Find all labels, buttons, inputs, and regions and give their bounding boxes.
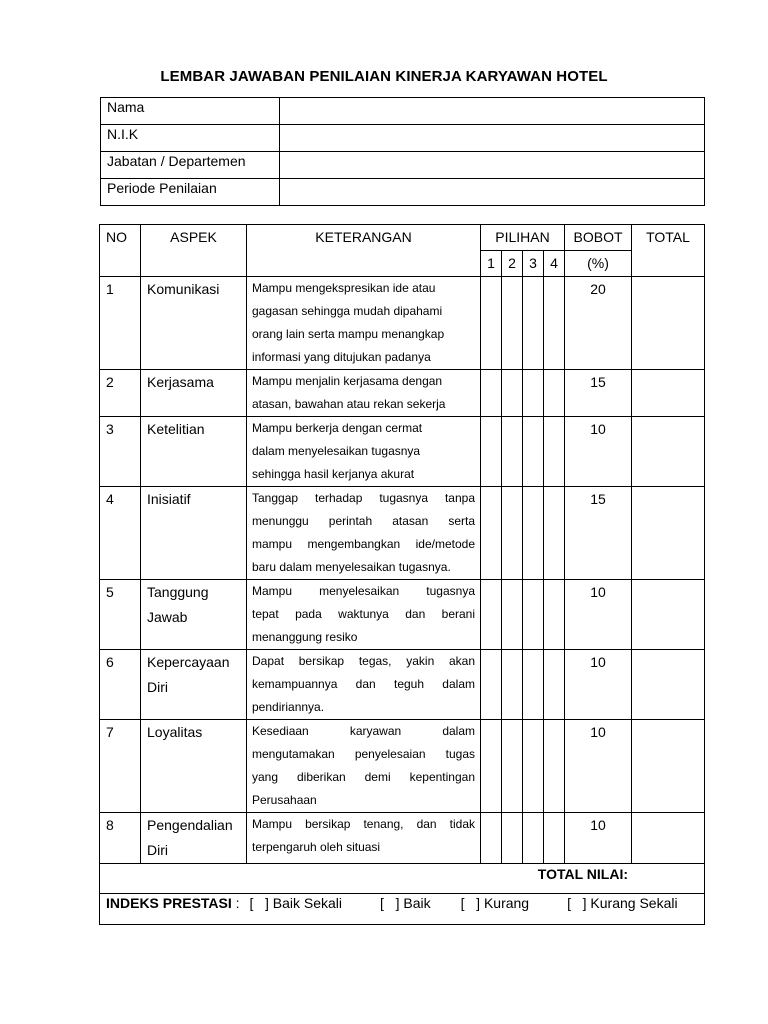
option-cell-4[interactable]	[544, 417, 565, 487]
identity-label: N.I.K	[101, 125, 280, 152]
row-number: 7	[100, 720, 141, 813]
aspek-line: Inisiatif	[147, 491, 191, 507]
row-number: 3	[100, 417, 141, 487]
row-bobot: 10	[565, 650, 632, 720]
row-bobot: 10	[565, 813, 632, 864]
header-bobot: BOBOT	[565, 225, 632, 251]
row-aspek	[141, 813, 247, 864]
row-keterangan	[247, 720, 481, 813]
row-number: 4	[100, 487, 141, 580]
option-header-3: 3	[523, 251, 544, 277]
option-cell-2[interactable]	[502, 720, 523, 813]
row-aspek	[141, 650, 247, 720]
table-row	[100, 487, 705, 580]
header-no: NO	[100, 225, 141, 277]
keterangan-line: terpengaruh oleh situasi	[252, 840, 381, 854]
table-row	[100, 370, 705, 417]
keterangan-line: Tanggap terhadap tugasnya tanpa	[252, 491, 475, 505]
identity-value-field[interactable]	[280, 152, 705, 179]
option-cell-2[interactable]	[502, 370, 523, 417]
keterangan-line: baru dalam menyelesaikan tugasnya.	[252, 560, 451, 574]
keterangan-line: gagasan sehingga mudah dipahami	[252, 304, 443, 318]
keterangan-line: atasan, bawahan atau rekan sekerja	[252, 397, 446, 411]
row-bobot: 15	[565, 487, 632, 580]
header-total: TOTAL	[632, 225, 705, 277]
option-cell-1[interactable]	[481, 277, 502, 370]
row-aspek	[141, 370, 247, 417]
aspek-line: Pengendalian	[147, 817, 233, 833]
option-header-2: 2	[502, 251, 523, 277]
option-cell-1[interactable]	[481, 580, 502, 650]
keterangan-line: kemampuannya dan teguh dalam	[252, 677, 475, 691]
row-bobot: 10	[565, 720, 632, 813]
row-keterangan	[247, 813, 481, 864]
option-cell-3[interactable]	[523, 650, 544, 720]
keterangan-line: Dapat bersikap tegas, yakin akan	[252, 654, 475, 668]
keterangan-line: orang lain serta mampu menangkap	[252, 327, 445, 341]
identity-row	[101, 98, 705, 125]
table-row	[100, 720, 705, 813]
row-bobot: 20	[565, 277, 632, 370]
option-cell-2[interactable]	[502, 277, 523, 370]
keterangan-line: menunggu perintah atasan serta	[252, 514, 475, 528]
identity-value-field[interactable]	[280, 98, 705, 125]
aspek-line: Komunikasi	[147, 281, 220, 297]
page-title: LEMBAR JAWABAN PENILAIAN KINERJA KARYAWAN HOTEL	[160, 68, 608, 85]
table-row	[100, 277, 705, 370]
keterangan-line: sehingga hasil kerjanya akurat	[252, 467, 415, 481]
total-row	[100, 864, 705, 894]
identity-value-field[interactable]	[280, 179, 705, 206]
option-cell-3[interactable]	[523, 813, 544, 864]
option-cell-1[interactable]	[481, 370, 502, 417]
option-cell-2[interactable]	[502, 580, 523, 650]
option-cell-4[interactable]	[544, 370, 565, 417]
identity-value-field[interactable]	[280, 125, 705, 152]
row-number: 5	[100, 580, 141, 650]
option-cell-4[interactable]	[544, 813, 565, 864]
option-cell-3[interactable]	[523, 487, 544, 580]
row-keterangan	[247, 487, 481, 580]
table-row	[100, 580, 705, 650]
row-number: 6	[100, 650, 141, 720]
row-number: 1	[100, 277, 141, 370]
row-aspek	[141, 580, 247, 650]
aspek-line: Jawab	[147, 609, 188, 625]
aspek-line: Ketelitian	[147, 421, 205, 437]
row-number: 8	[100, 813, 141, 864]
keterangan-line: Mampu berkerja dengan cermat	[252, 421, 423, 435]
index-option-checkbox[interactable]: [ ] Baik Sekali	[249, 895, 343, 911]
option-cell-2[interactable]	[502, 650, 523, 720]
row-bobot: 10	[565, 417, 632, 487]
keterangan-line: Mampu menyelesaikan tugasnya	[252, 584, 475, 598]
keterangan-line: yang diberikan demi kepentingan	[252, 770, 475, 784]
identity-row	[101, 179, 705, 206]
option-cell-3[interactable]	[523, 370, 544, 417]
identity-table	[100, 97, 705, 206]
option-header-4: 4	[544, 251, 565, 277]
keterangan-line: dalam menyelesaikan tugasnya	[252, 444, 421, 458]
aspek-line: Tanggung	[147, 584, 209, 600]
option-cell-2[interactable]	[502, 487, 523, 580]
row-total-cell[interactable]	[632, 813, 705, 864]
identity-label: Jabatan / Departemen	[101, 152, 280, 179]
header-row	[100, 225, 705, 251]
row-bobot: 15	[565, 370, 632, 417]
row-total-cell[interactable]	[632, 650, 705, 720]
table-row	[100, 650, 705, 720]
row-aspek	[141, 487, 247, 580]
row-keterangan	[247, 417, 481, 487]
option-cell-3[interactable]	[523, 580, 544, 650]
assessment-table	[99, 224, 705, 925]
row-keterangan	[247, 277, 481, 370]
option-cell-4[interactable]	[544, 580, 565, 650]
keterangan-line: Mampu bersikap tenang, dan tidak	[252, 817, 475, 831]
row-total-cell[interactable]	[632, 417, 705, 487]
row-keterangan	[247, 580, 481, 650]
row-total-cell[interactable]	[632, 370, 705, 417]
index-option-checkbox[interactable]: [ ] Baik	[380, 895, 431, 911]
option-cell-4[interactable]	[544, 277, 565, 370]
identity-row	[101, 152, 705, 179]
option-cell-1[interactable]	[481, 813, 502, 864]
row-keterangan	[247, 650, 481, 720]
index-row	[100, 894, 705, 925]
keterangan-line: mengutamakan penyelesaian tugas	[252, 747, 475, 761]
row-bobot: 10	[565, 580, 632, 650]
aspek-line: Kerjasama	[147, 374, 214, 390]
option-cell-3[interactable]	[523, 720, 544, 813]
row-total-cell[interactable]	[632, 580, 705, 650]
row-aspek	[141, 720, 247, 813]
header-keterangan: KETERANGAN	[247, 225, 481, 277]
option-cell-4[interactable]	[544, 720, 565, 813]
keterangan-line: Mampu menjalin kerjasama dengan	[252, 374, 443, 388]
option-cell-2[interactable]	[502, 417, 523, 487]
option-cell-3[interactable]	[523, 417, 544, 487]
row-aspek	[141, 277, 247, 370]
index-prestasi	[100, 894, 705, 925]
row-keterangan	[247, 370, 481, 417]
header-pilihan: PILIHAN	[481, 225, 565, 251]
row-total-cell[interactable]	[632, 487, 705, 580]
option-cell-4[interactable]	[544, 487, 565, 580]
identity-row	[101, 125, 705, 152]
keterangan-line: tepat pada waktunya dan berani	[252, 607, 475, 621]
option-cell-1[interactable]	[481, 417, 502, 487]
keterangan-line: mampu mengembangkan ide/metode	[252, 537, 475, 551]
option-cell-1[interactable]	[481, 720, 502, 813]
identity-label: Periode Penilaian	[101, 179, 280, 206]
index-option-checkbox[interactable]: [ ] Kurang	[460, 895, 530, 911]
keterangan-line: Perusahaan	[252, 793, 317, 807]
table-row	[100, 417, 705, 487]
aspek-line: Diri	[147, 679, 168, 695]
row-total-cell[interactable]	[632, 277, 705, 370]
keterangan-line: informasi yang ditujukan padanya	[252, 350, 431, 364]
option-cell-3[interactable]	[523, 277, 544, 370]
aspek-line: Loyalitas	[147, 724, 203, 740]
identity-label: Nama	[101, 98, 280, 125]
row-number: 2	[100, 370, 141, 417]
index-label: INDEKS PRESTASI	[106, 895, 232, 911]
aspek-line: Kepercayaan	[147, 654, 230, 670]
header-bobot-unit: (%)	[565, 251, 632, 277]
option-cell-2[interactable]	[502, 813, 523, 864]
aspek-line: Diri	[147, 842, 168, 858]
keterangan-line: Kesediaan karyawan dalam	[252, 724, 475, 738]
keterangan-line: pendiriannya.	[252, 700, 325, 714]
total-nilai-label: TOTAL NILAI:	[100, 864, 705, 894]
index-separator: :	[231, 895, 244, 911]
option-header-1: 1	[481, 251, 502, 277]
row-aspek	[141, 417, 247, 487]
keterangan-line: Mampu mengekspresikan ide atau	[252, 281, 436, 295]
option-cell-1[interactable]	[481, 650, 502, 720]
row-total-cell[interactable]	[632, 720, 705, 813]
header-aspek: ASPEK	[141, 225, 247, 277]
table-row	[100, 813, 705, 864]
option-cell-4[interactable]	[544, 650, 565, 720]
keterangan-line: menanggung resiko	[252, 630, 358, 644]
index-option-checkbox[interactable]: [ ] Kurang Sekali	[567, 895, 678, 911]
option-cell-1[interactable]	[481, 487, 502, 580]
